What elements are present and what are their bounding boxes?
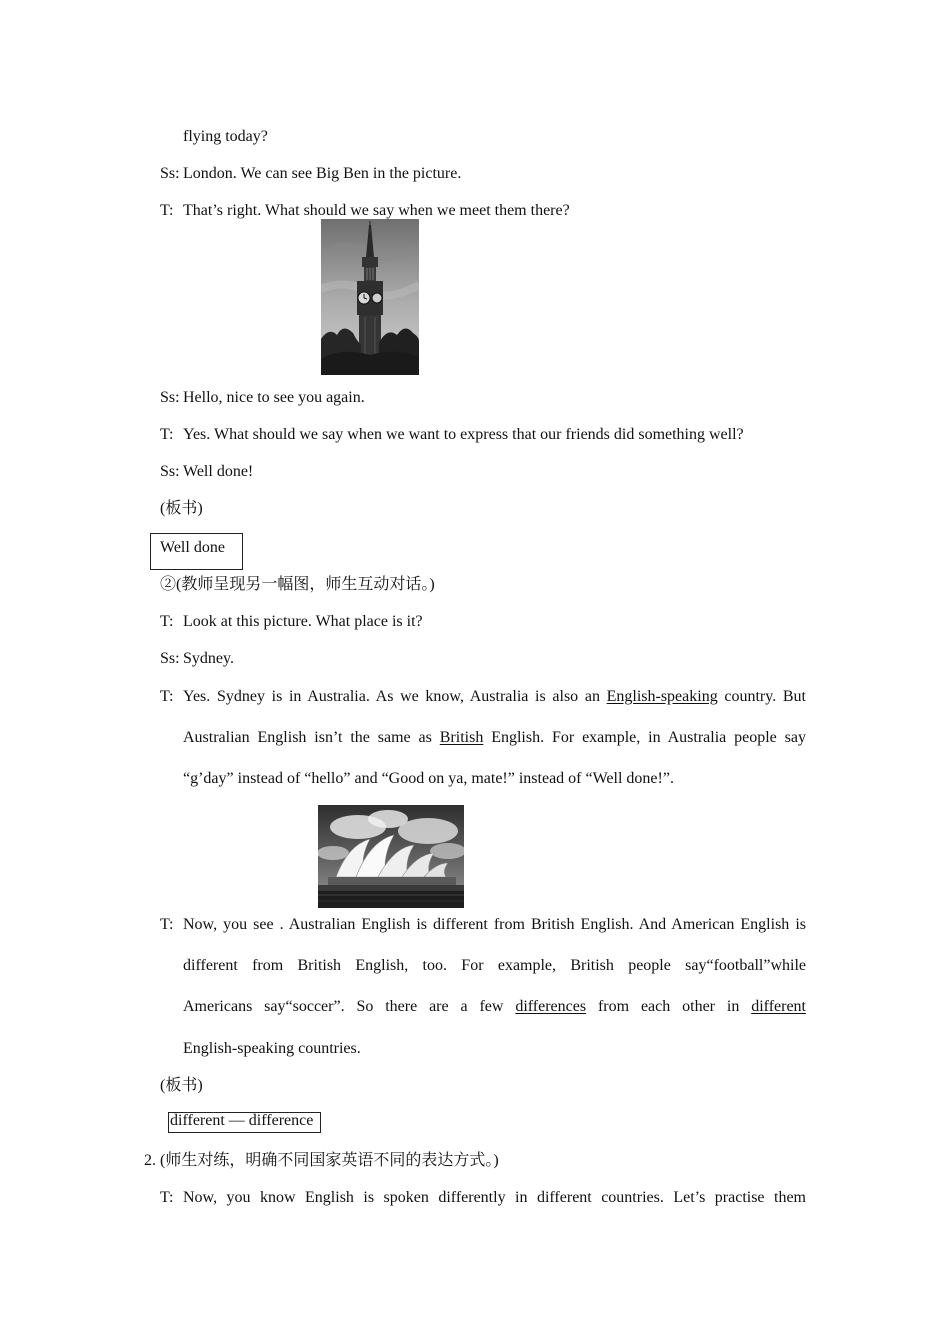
text-segment: country. But	[717, 688, 806, 705]
blackboard-box-different	[168, 1112, 321, 1133]
dialogue-text: That’s right. What should we say when we meet them there?	[183, 202, 570, 219]
text-segment: English. For example, in Australia people say	[483, 729, 806, 746]
blackboard-note: (板书)	[160, 500, 203, 517]
speaker-label: T:	[160, 1189, 174, 1206]
paragraph-line: English-speaking countries.	[183, 1040, 361, 1057]
instruction-line: ②(教师呈现另一幅图，师生互动对话。)	[160, 576, 435, 593]
speaker-label: Ss:	[160, 650, 180, 667]
speaker-label: T:	[160, 202, 174, 219]
speaker-label: T:	[160, 613, 174, 630]
text-segment: Australian English isn’t the same as	[183, 729, 440, 746]
speaker-label: Ss:	[160, 165, 180, 182]
underlined-term: English-speaking	[606, 688, 718, 705]
sydney-opera-house-image	[318, 805, 464, 908]
dialogue-text: Yes. What should we say when we want to express that our friends did something well?	[183, 426, 744, 443]
underlined-term: British	[439, 729, 484, 746]
blackboard-box-well-done	[150, 533, 243, 570]
speaker-label: Ss:	[160, 389, 180, 406]
dialogue-text: Sydney.	[183, 650, 234, 667]
paragraph-line: “g’day” instead of “hello” and “Good on ya, mate!” instead of “Well done!”.	[183, 770, 674, 787]
blackboard-box-text: Well done	[160, 539, 225, 556]
dialogue-text: Well done!	[183, 463, 254, 480]
speaker-label: T:	[160, 426, 174, 443]
text-segment: Americans say“soccer”. So there are a few	[183, 998, 516, 1015]
underlined-term: differences	[515, 998, 587, 1015]
speaker-label: Ss:	[160, 463, 180, 480]
blackboard-box-text: different — difference	[170, 1112, 314, 1129]
paragraph-line	[183, 997, 806, 1017]
underlined-term: different	[751, 998, 806, 1015]
blackboard-note: (板书)	[160, 1077, 203, 1094]
line-flying-today: flying today?	[183, 128, 268, 145]
section-heading: 2. (师生对练，明确不同国家英语不同的表达方式。)	[144, 1152, 499, 1169]
paragraph-line	[183, 687, 806, 707]
speaker-label: T:	[160, 916, 174, 933]
paragraph-line: different from British English, too. For example, British people say“football”while	[183, 957, 806, 974]
dialogue-text: Look at this picture. What place is it?	[183, 613, 423, 630]
speaker-label: T:	[160, 688, 174, 705]
text-segment: from each other in	[586, 998, 752, 1015]
paragraph-line: Now, you know English is spoken differently in different countries. Let’s practise them	[183, 1189, 806, 1206]
dialogue-text: Hello, nice to see you again.	[183, 389, 365, 406]
big-ben-image	[321, 219, 419, 375]
dialogue-text: London. We can see Big Ben in the picture.	[183, 165, 462, 182]
paragraph-line	[183, 728, 806, 748]
paragraph-line: Now, you see . Australian English is different from British English. And American English is	[183, 916, 806, 933]
text-segment: Yes. Sydney is in Australia. As we know, Australia is also an	[183, 688, 607, 705]
